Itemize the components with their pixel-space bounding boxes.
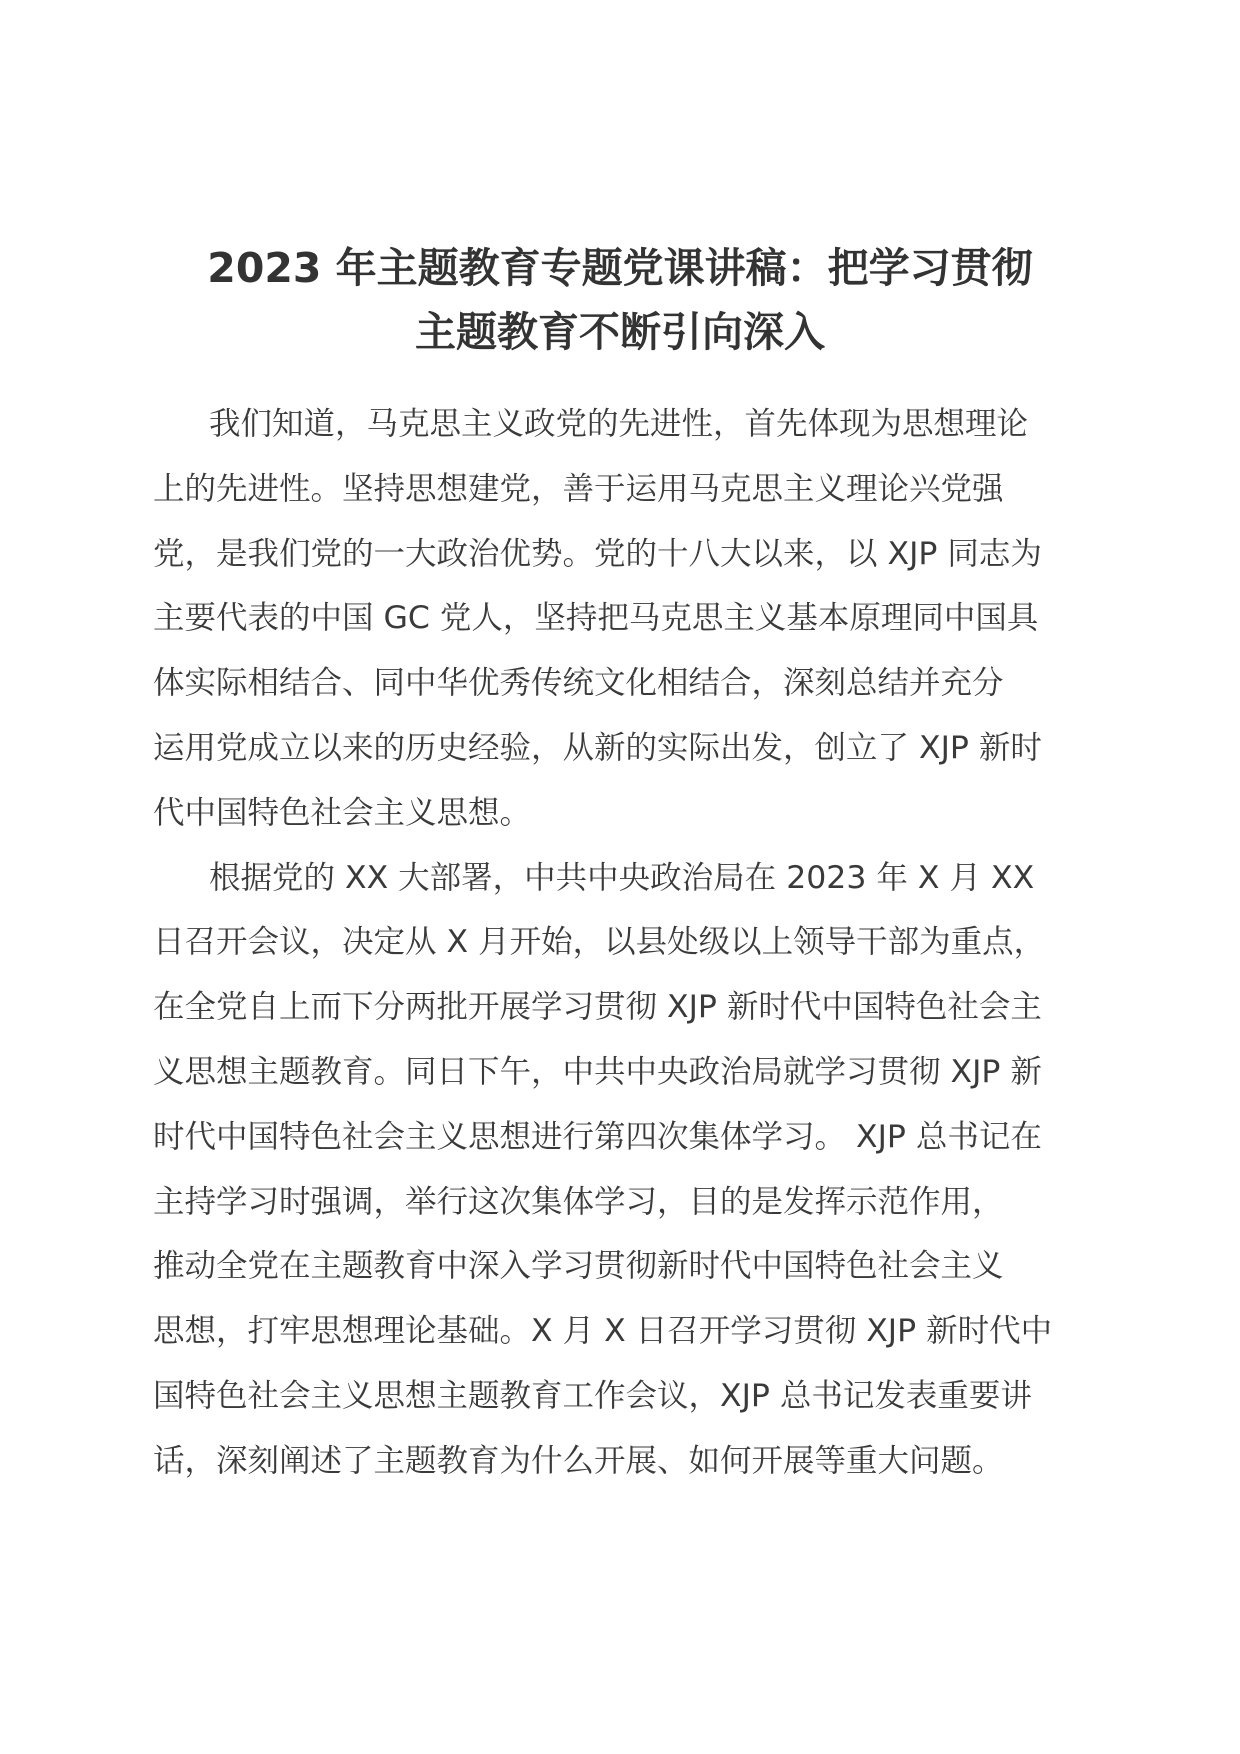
paragraph-line: 推动全党在主题教育中深入学习贯彻新时代中国特色社会主义: [153, 1248, 1004, 1285]
paragraph-line: 运用党成立以来的历史经验，从新的实际出发，创立了 XJP 新时: [153, 729, 1042, 766]
paragraph-line: 国特色社会主义思想主题教育工作会议，XJP 总书记发表重要讲: [153, 1377, 1032, 1414]
title-line: 2023 年主题教育专题党课讲稿：把学习贯彻: [207, 244, 1033, 292]
paragraph-2: [153, 846, 1113, 1494]
paragraph-line: 党，是我们党的一大政治优势。党的十八大以来，以 XJP 同志为: [153, 535, 1042, 572]
paragraph-line: 在全党自上而下分两批开展学习贯彻 XJP 新时代中国特色社会主: [153, 989, 1042, 1026]
paragraph-line: 我们知道，马克思主义政党的先进性，首先体现为思想理论: [209, 406, 1029, 442]
title-line: 主题教育不断引向深入: [415, 308, 825, 356]
paragraph-line: 根据党的 XX 大部署，中共中央政治局在 2023 年 X 月 XX: [209, 859, 1035, 896]
paragraph-line: 义思想主题教育。同日下午，中共中央政治局就学习贯彻 XJP 新: [153, 1053, 1042, 1090]
paragraph-line: 主持学习时强调，举行这次集体学习，目的是发挥示范作用，: [153, 1183, 1004, 1220]
document-body: [153, 392, 1113, 1494]
paragraph-1: [153, 392, 1113, 846]
paragraph-line: 话，深刻阐述了主题教育为什么开展、如何开展等重大问题。: [153, 1442, 1004, 1479]
document-title: [150, 236, 1090, 364]
paragraph-line: 时代中国特色社会主义思想进行第四次集体学习。 XJP 总书记在: [153, 1118, 1042, 1155]
paragraph-line: 体实际相结合、同中华优秀传统文化相结合，深刻总结并充分: [153, 665, 1004, 702]
paragraph-line: 日召开会议，决定从 X 月开始，以县处级以上领导干部为重点，: [153, 924, 1046, 961]
paragraph-line: 代中国特色社会主义思想。: [153, 794, 532, 831]
paragraph-line: 主要代表的中国 GC 党人，坚持把马克思主义基本原理同中国具: [153, 600, 1039, 637]
paragraph-line: 上的先进性。坚持思想建党，善于运用马克思主义理论兴党强: [153, 470, 1004, 507]
paragraph-line: 思想，打牢思想理论基础。X 月 X 日召开学习贯彻 XJP 新时代中: [153, 1313, 1053, 1350]
